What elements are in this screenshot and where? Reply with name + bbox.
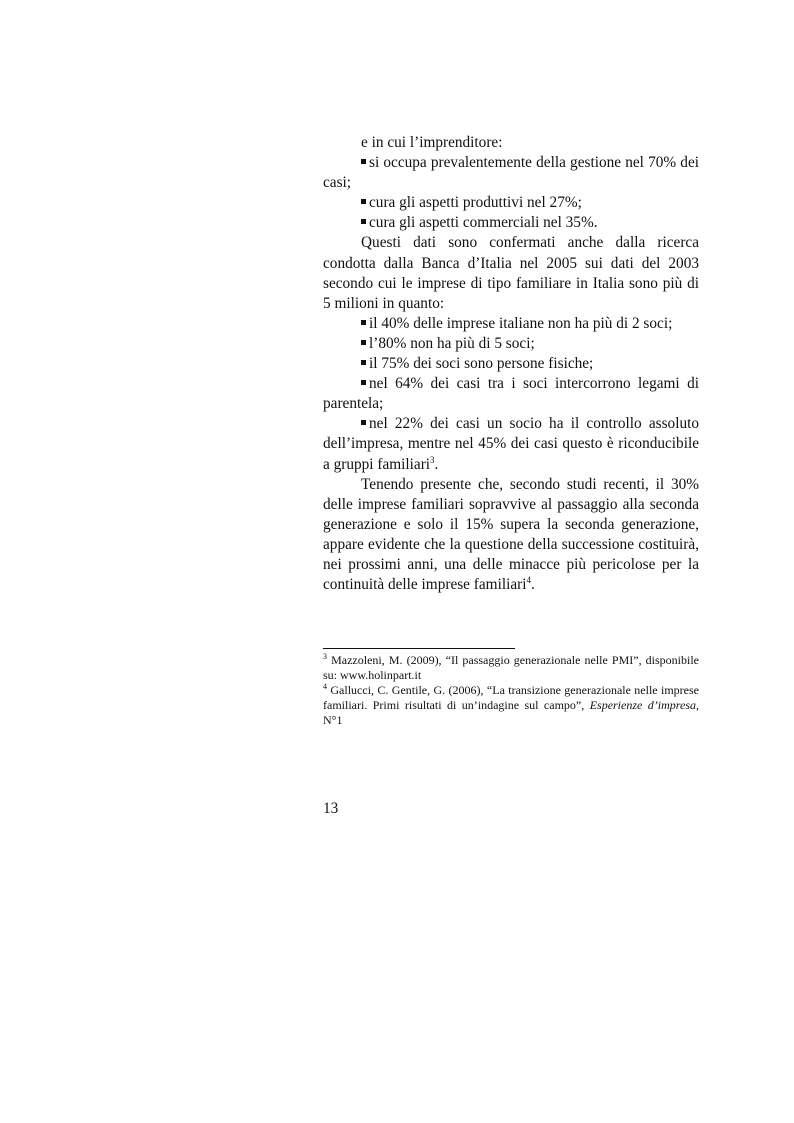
- square-bullet-icon: [361, 320, 366, 325]
- square-bullet-icon: [361, 380, 366, 385]
- main-text: [323, 133, 699, 595]
- intro-line: e in cui l’imprenditore:: [361, 134, 503, 151]
- footnotes: [323, 653, 699, 728]
- list-item: cura gli aspetti commerciali nel 35%.: [323, 213, 699, 233]
- square-bullet-icon: [361, 420, 366, 425]
- square-bullet-icon: [361, 159, 366, 164]
- footnote-ref-3[interactable]: 3: [430, 454, 435, 465]
- list-item: il 40% delle imprese italiane non ha più di 2 soci;: [323, 314, 699, 334]
- paragraph-succession: Tenendo presente che, secondo studi recenti, il 30% delle imprese familiari sopravvive al passaggio alla seconda generazione e solo il 15% supera la seconda generazione, appare evidente che la questione della successione costituirà, nei prossimi anni, una delle minacce più pericolose per la continuità delle imprese familiari$^4$.: [323, 475, 699, 594]
- square-bullet-icon: [361, 340, 366, 345]
- list-item: si occupa prevalentemente della gestione nel 70% dei casi;: [323, 154, 699, 192]
- list-item: nel 64% dei casi tra i soci intercorrono legami di parentela;: [323, 375, 699, 413]
- list-item: nel 22% dei casi un socio ha il controllo assoluto dell’impresa, mentre nel 45% dei casi questo è riconducibile a gruppi familiari$^3$.: [323, 415, 699, 473]
- square-bullet-icon: [361, 199, 366, 204]
- page-number: 13: [323, 800, 339, 817]
- footnote-4: $^4$ Gallucci, C. Gentile, G. (2006), “La transizione generazionale nelle imprese familiari. Primi risultati di un’indagine sul campo”, Esperienze d’impresa, N°1: [323, 682, 699, 727]
- list-item: il 75% dei soci sono persone fisiche;: [323, 354, 699, 374]
- paragraph-banca-italia: Questi dati sono confermati anche dalla ricerca condotta dalla Banca d’Italia nel 2005 sui dati del 2003 secondo cui le imprese di tipo familiare in Italia sono più di 5 milioni in quanto:: [323, 234, 699, 312]
- list-item: cura gli aspetti produttivi nel 27%;: [323, 193, 699, 213]
- square-bullet-icon: [361, 219, 366, 224]
- footnote-3: $^3$ Mazzoleni, M. (2009), “Il passaggio generazionale nelle PMI”, disponibile su: www.holinpart.it: [323, 652, 699, 682]
- footnote-separator: [323, 648, 515, 649]
- square-bullet-icon: [361, 360, 366, 365]
- footnote-ref-4[interactable]: 4: [526, 574, 531, 585]
- list-item: l’80% non ha più di 5 soci;: [323, 334, 699, 354]
